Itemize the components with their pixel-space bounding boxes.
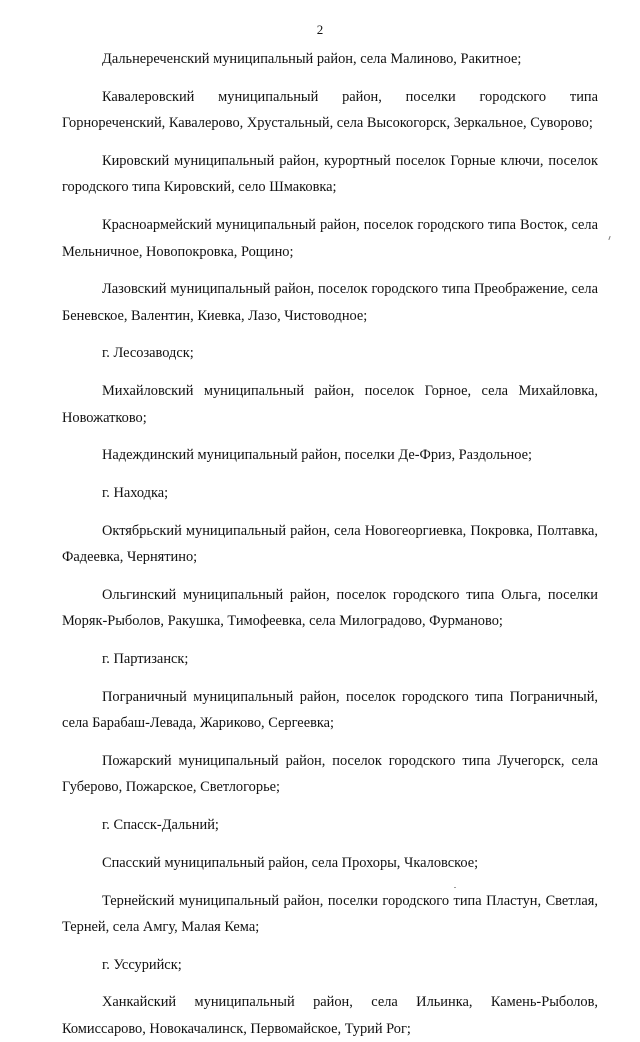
paragraph-kirovsky: Кировский муниципальный район, курортный поселок Горные ключи, поселок городского типа Кировский, село Шмаковка;: [62, 152, 598, 196]
paragraph-oktyabrsky: Октябрьский муниципальный район, села Новогеоргиевка, Покровка, Полтавка, Фадеевка, Чернятино;: [62, 522, 598, 566]
paragraph-khankaysky: Ханкайский муниципальный район, села Ильинка, Камень-Рыболов, Комиссарово, Новокачалинск, Первомайское, Турий Рог;: [62, 994, 598, 1037]
paragraph-lazovsky: Лазовский муниципальный район, поселок городского типа Преображение, села Беневское, Валентин, Киевка, Лазо, Чистоводное;: [62, 281, 598, 324]
paragraph-lesozavodsk: г. Лесозаводск;: [102, 345, 194, 362]
paragraph-kavalerovsky: Кавалеровский муниципальный район, поселки городского типа Горнореченский, Кавалерово, Хрустальный, села Высокогорск, Зеркальное, Суворово;: [62, 88, 598, 132]
scan-mark: [608, 236, 610, 240]
paragraph-terneysky: Тернейский муниципальный район, поселки городского типа Пластун, Светлая, Терней, села Амгу, Малая Кема;: [62, 892, 598, 935]
paragraph-pogranichny: Пограничный муниципальный район, поселок городского типа Пограничный, села Барабаш-Левада, Жариково, Сергеевка;: [62, 688, 598, 732]
paragraph-olginsky: Ольгинский муниципальный район, поселок городского типа Ольга, поселки Моряк-Рыболов, Ракушка, Тимофеевка, села Милоградово, Фурманово;: [62, 586, 598, 630]
paragraph-spassky: Спасский муниципальный район, села Прохоры, Чкаловское;: [102, 854, 479, 871]
paragraph-dalnerechensky: Дальнереченский муниципальный район, села Малиново, Ракитное;: [102, 51, 522, 67]
document-body: [62, 46, 598, 1042]
paragraph-pozharsky: Пожарский муниципальный район, поселок городского типа Лучегорск, села Губерово, Пожарское, Светлогорье;: [62, 752, 598, 796]
page-number: 2: [316, 22, 324, 37]
paragraph-ussuriysk: г. Уссурийск;: [102, 956, 182, 973]
scan-speck: [454, 887, 456, 888]
paragraph-nadezhdinsky: Надеждинский муниципальный район, поселки Де-Фриз, Раздольное;: [102, 447, 532, 464]
paragraph-mikhaylovsky: Михайловский муниципальный район, поселок Горное, села Михайловка, Новожатково;: [62, 383, 598, 426]
paragraph-spassk-dalny: г. Спасск-Дальний;: [102, 817, 219, 834]
paragraph-partizansk: г. Партизанск;: [102, 651, 189, 668]
paragraph-nakhodka: г. Находка;: [102, 485, 169, 501]
paragraph-krasnoarmeysky: Красноармейский муниципальный район, поселок городского типа Восток, села Мельничное, Новопокровка, Рощино;: [62, 217, 598, 260]
